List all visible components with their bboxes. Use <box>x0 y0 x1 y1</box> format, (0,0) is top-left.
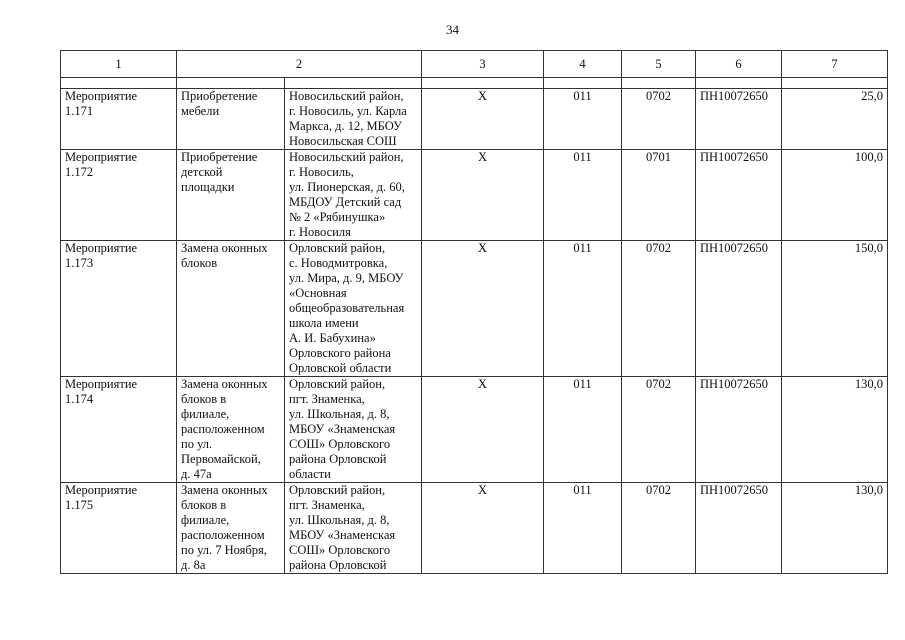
location-cell: Орловский район, пгт. Знаменка, ул. Школьная, д. 8, МБОУ «Знаменская СОШ» Орловского района Орловской <box>285 483 422 574</box>
amount-cell: 130,0 <box>782 483 888 574</box>
header-cell-6: 6 <box>696 51 782 78</box>
amount-cell: 150,0 <box>782 241 888 377</box>
header-cell-4: 4 <box>544 51 622 78</box>
col4-cell: 011 <box>544 150 622 241</box>
col5-cell: 0702 <box>622 377 696 483</box>
header-cell-7: 7 <box>782 51 888 78</box>
action-cell: Замена оконных блоков в филиале, расположенном по ул. Первомайской, д. 47а <box>177 377 285 483</box>
col6-cell: ПН10072650 <box>696 150 782 241</box>
table-row <box>61 89 888 150</box>
spacer-cell <box>782 78 888 89</box>
col5-cell: 0702 <box>622 483 696 574</box>
spacer-cell <box>622 78 696 89</box>
amount-cell: 25,0 <box>782 89 888 150</box>
event-cell: Мероприятие 1.172 <box>61 150 177 241</box>
header-cell-5: 5 <box>622 51 696 78</box>
col3-cell: Х <box>422 377 544 483</box>
col3-cell: Х <box>422 89 544 150</box>
spacer-cell <box>61 78 177 89</box>
amount-cell: 100,0 <box>782 150 888 241</box>
table-row <box>61 150 888 241</box>
spacer-cell <box>544 78 622 89</box>
spacer-cell <box>422 78 544 89</box>
action-cell: Замена оконных блоков <box>177 241 285 377</box>
header-cell-2: 2 <box>177 51 422 78</box>
budget-table <box>60 50 888 574</box>
col5-cell: 0701 <box>622 150 696 241</box>
spacer-cell <box>177 78 285 89</box>
col3-cell: Х <box>422 241 544 377</box>
col3-cell: Х <box>422 150 544 241</box>
col5-cell: 0702 <box>622 241 696 377</box>
amount-cell: 130,0 <box>782 377 888 483</box>
col4-cell: 011 <box>544 241 622 377</box>
table-row <box>61 241 888 377</box>
page-number: 34 <box>446 22 459 37</box>
event-cell: Мероприятие 1.171 <box>61 89 177 150</box>
col4-cell: 011 <box>544 483 622 574</box>
spacer-cell <box>285 78 422 89</box>
header-cell-1: 1 <box>61 51 177 78</box>
spacer-cell <box>696 78 782 89</box>
header-row <box>61 51 888 78</box>
col4-cell: 011 <box>544 377 622 483</box>
table-row <box>61 377 888 483</box>
event-cell: Мероприятие 1.175 <box>61 483 177 574</box>
col6-cell: ПН10072650 <box>696 483 782 574</box>
spacer-row <box>61 78 888 89</box>
event-cell: Мероприятие 1.173 <box>61 241 177 377</box>
col6-cell: ПН10072650 <box>696 89 782 150</box>
location-cell: Орловский район, с. Новодмитровка, ул. Мира, д. 9, МБОУ «Основная общеобразовательная школа имени А. И. Бабухина» Орловского района Орловской области <box>285 241 422 377</box>
location-cell: Новосильский район, г. Новосиль, ул. Пионерская, д. 60, МБДОУ Детский сад № 2 «Рябинушка» г. Новосиля <box>285 150 422 241</box>
action-cell: Приобретение мебели <box>177 89 285 150</box>
col6-cell: ПН10072650 <box>696 377 782 483</box>
location-cell: Орловский район, пгт. Знаменка, ул. Школьная, д. 8, МБОУ «Знаменская СОШ» Орловского района Орловской области <box>285 377 422 483</box>
event-cell: Мероприятие 1.174 <box>61 377 177 483</box>
col4-cell: 011 <box>544 89 622 150</box>
table-row <box>61 483 888 574</box>
action-cell: Замена оконных блоков в филиале, расположенном по ул. 7 Ноября, д. 8а <box>177 483 285 574</box>
col3-cell: Х <box>422 483 544 574</box>
location-cell: Новосильский район, г. Новосиль, ул. Карла Маркса, д. 12, МБОУ Новосильская СОШ <box>285 89 422 150</box>
col5-cell: 0702 <box>622 89 696 150</box>
col6-cell: ПН10072650 <box>696 241 782 377</box>
action-cell: Приобретение детской площадки <box>177 150 285 241</box>
header-cell-3: 3 <box>422 51 544 78</box>
